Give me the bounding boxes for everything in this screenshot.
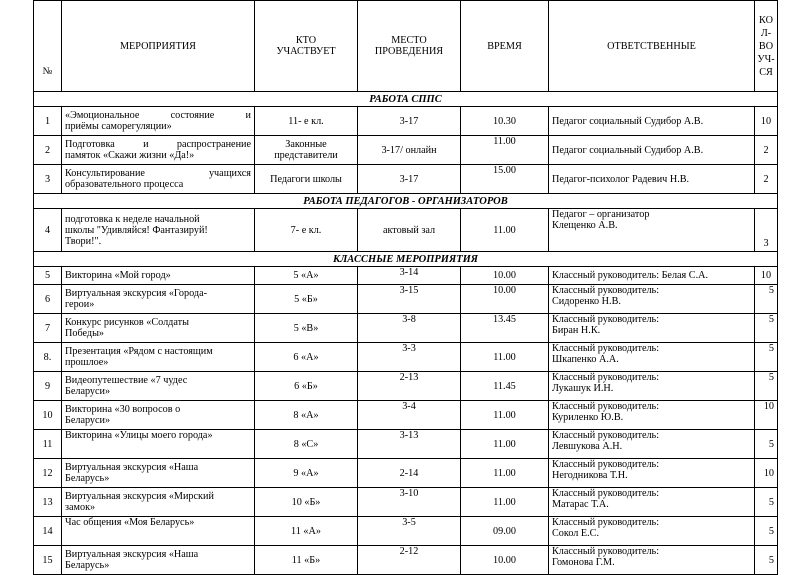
header-row <box>34 1 778 92</box>
row-place: 2-12 <box>358 546 461 575</box>
row-who: 5 «Б» <box>255 285 358 314</box>
row-who: 7- е кл. <box>255 209 358 252</box>
row-count: 5 <box>755 285 778 314</box>
row-event: Конкурс рисунков «Солдаты Победы» <box>62 314 255 343</box>
row-time: 11.00 <box>461 430 549 459</box>
events-table <box>33 0 778 575</box>
row-event: Час общения «Моя Беларусь» <box>62 517 255 546</box>
table-row <box>34 107 778 136</box>
row-who: 9 «А» <box>255 459 358 488</box>
row-event: Викторина «30 вопросов о Беларуси» <box>62 401 255 430</box>
row-num: 15 <box>34 546 62 575</box>
row-place: 3-8 <box>358 314 461 343</box>
row-time: 13.45 <box>461 314 549 343</box>
row-event: Виртуальная экскурсия «Наша Беларусь» <box>62 459 255 488</box>
table-row <box>34 165 778 194</box>
row-count: 3 <box>755 209 778 252</box>
row-count: 2 <box>755 165 778 194</box>
row-responsible: Классный руководитель: Левшукова А.Н. <box>549 430 755 459</box>
section-title-class: КЛАССНЫЕ МЕРОПРИЯТИЯ <box>34 252 778 267</box>
row-count: 10 <box>755 459 778 488</box>
section-row <box>34 252 778 267</box>
row-who: Законные представители <box>255 136 358 165</box>
row-count: 10 <box>755 267 778 285</box>
col-header-time: ВРЕМЯ <box>461 1 549 92</box>
row-time: 11.00 <box>461 488 549 517</box>
row-responsible: Классный руководитель: Биран Н.К. <box>549 314 755 343</box>
row-event: «Эмоциональное состояние и приёмы саморегуляции» <box>62 107 255 136</box>
row-responsible: Классный руководитель: Гомонова Г.М. <box>549 546 755 575</box>
table-row <box>34 343 778 372</box>
table-row <box>34 372 778 401</box>
row-who: 8 «А» <box>255 401 358 430</box>
section-row <box>34 92 778 107</box>
row-time: 10.00 <box>461 285 549 314</box>
row-event: Виртуальная экскурсия «Города- герои» <box>62 285 255 314</box>
col-header-num: № <box>34 1 62 92</box>
row-num: 5 <box>34 267 62 285</box>
row-place: 3-17/ онлайн <box>358 136 461 165</box>
col-header-who: КТО УЧАСТВУЕТ <box>255 1 358 92</box>
row-place: 3-13 <box>358 430 461 459</box>
row-time: 11.00 <box>461 459 549 488</box>
row-place: 3-4 <box>358 401 461 430</box>
row-responsible: Классный руководитель: Шкапенко А.А. <box>549 343 755 372</box>
row-place: 3-17 <box>358 165 461 194</box>
row-place: 3-5 <box>358 517 461 546</box>
row-place: 3-10 <box>358 488 461 517</box>
row-who: 6 «Б» <box>255 372 358 401</box>
row-num: 10 <box>34 401 62 430</box>
row-responsible: Классный руководитель: Сокол Е.С. <box>549 517 755 546</box>
col-header-event: МЕРОПРИЯТИЯ <box>62 1 255 92</box>
row-responsible: Педагог-психолог Радевич Н.В. <box>549 165 755 194</box>
table-row <box>34 285 778 314</box>
row-place: 3-15 <box>358 285 461 314</box>
table-row <box>34 488 778 517</box>
row-responsible: Классный руководитель: Белая С.А. <box>549 267 755 285</box>
row-who: 8 «С» <box>255 430 358 459</box>
row-place: 3-17 <box>358 107 461 136</box>
row-time: 11.00 <box>461 136 549 165</box>
row-num: 12 <box>34 459 62 488</box>
row-count: 5 <box>755 372 778 401</box>
row-num: 13 <box>34 488 62 517</box>
row-count: 10 <box>755 401 778 430</box>
row-event: Виртуальная экскурсия «Мирский замок» <box>62 488 255 517</box>
row-count: 5 <box>755 488 778 517</box>
row-place: 3-14 <box>358 267 461 285</box>
row-num: 4 <box>34 209 62 252</box>
row-event: Видеопутешествие «7 чудес Беларуси» <box>62 372 255 401</box>
row-responsible: Классный руководитель: Негодникова Т.Н. <box>549 459 755 488</box>
row-responsible: Педагог социальный Судибор А.В. <box>549 136 755 165</box>
row-responsible: Классный руководитель: Лукашук И.Н. <box>549 372 755 401</box>
row-time: 15.00 <box>461 165 549 194</box>
row-time: 10.00 <box>461 546 549 575</box>
row-num: 14 <box>34 517 62 546</box>
col-header-responsible: ОТВЕТСТВЕННЫЕ <box>549 1 755 92</box>
row-event: Викторина «Мой город» <box>62 267 255 285</box>
row-place: актовый зал <box>358 209 461 252</box>
table-row <box>34 517 778 546</box>
row-event: подготовка к неделе начальной школы "Удивляйся! Фантазируй! Твори!". <box>62 209 255 252</box>
row-event: Викторина «Улицы моего города» <box>62 430 255 459</box>
row-num: 6 <box>34 285 62 314</box>
row-event: Презентация «Рядом с настоящим прошлое» <box>62 343 255 372</box>
table-row <box>34 401 778 430</box>
row-who: 5 «В» <box>255 314 358 343</box>
row-event: Подготовка и распространение памяток «Скажи жизни «Да!» <box>62 136 255 165</box>
row-count: 5 <box>755 430 778 459</box>
row-count: 10 <box>755 107 778 136</box>
row-who: 11 «Б» <box>255 546 358 575</box>
table-row <box>34 209 778 252</box>
row-count: 5 <box>755 343 778 372</box>
row-place: 3-3 <box>358 343 461 372</box>
row-num: 7 <box>34 314 62 343</box>
row-responsible: Педагог социальный Судибор А.В. <box>549 107 755 136</box>
row-place: 2-13 <box>358 372 461 401</box>
row-num: 11 <box>34 430 62 459</box>
row-num: 8. <box>34 343 62 372</box>
row-who: 10 «Б» <box>255 488 358 517</box>
row-count: 5 <box>755 517 778 546</box>
row-responsible: Классный руководитель: Матарас Т.А. <box>549 488 755 517</box>
row-responsible: Педагог – организатор Клещенко А.В. <box>549 209 755 252</box>
row-event: Консультирование учащихся образовательного процесса <box>62 165 255 194</box>
row-who: 6 «А» <box>255 343 358 372</box>
row-responsible: Классный руководитель: Куриленко Ю.В. <box>549 401 755 430</box>
row-count: 2 <box>755 136 778 165</box>
row-time: 11.00 <box>461 209 549 252</box>
table-row <box>34 267 778 285</box>
row-responsible: Классный руководитель: Сидоренко Н.В. <box>549 285 755 314</box>
col-header-count: КО Л- ВО УЧ- СЯ <box>755 1 778 92</box>
row-time: 10.30 <box>461 107 549 136</box>
row-who: 11 «А» <box>255 517 358 546</box>
table-row <box>34 546 778 575</box>
section-title-sps: РАБОТА СППС <box>34 92 778 107</box>
table-row <box>34 459 778 488</box>
table-row <box>34 136 778 165</box>
row-time: 10.00 <box>461 267 549 285</box>
section-row <box>34 194 778 209</box>
row-time: 11.00 <box>461 401 549 430</box>
row-who: 5 «А» <box>255 267 358 285</box>
row-num: 1 <box>34 107 62 136</box>
row-time: 11.45 <box>461 372 549 401</box>
row-event: Виртуальная экскурсия «Наша Беларусь» <box>62 546 255 575</box>
table-row <box>34 430 778 459</box>
row-num: 2 <box>34 136 62 165</box>
table-row <box>34 314 778 343</box>
section-title-org: РАБОТА ПЕДАГОГОВ - ОРГАНИЗАТОРОВ <box>34 194 778 209</box>
row-num: 9 <box>34 372 62 401</box>
row-count: 5 <box>755 314 778 343</box>
row-count: 5 <box>755 546 778 575</box>
row-who: Педагоги школы <box>255 165 358 194</box>
row-num: 3 <box>34 165 62 194</box>
row-place: 2-14 <box>358 459 461 488</box>
row-time: 09.00 <box>461 517 549 546</box>
row-who: 11- е кл. <box>255 107 358 136</box>
col-header-place: МЕСТО ПРОВЕДЕНИЯ <box>358 1 461 92</box>
row-time: 11.00 <box>461 343 549 372</box>
